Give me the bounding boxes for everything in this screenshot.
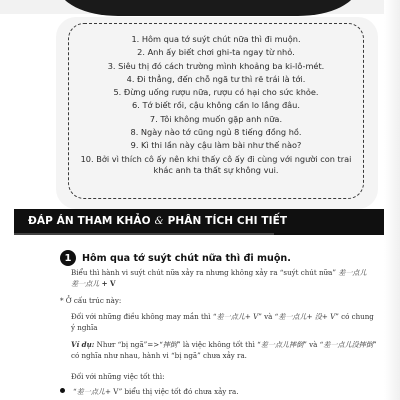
list-item: 3. Siêu thị đó cách trường mình khoảng ba ki-lô-mét. [107,60,325,71]
list-item: 8. Ngày nào tớ cũng ngủ 8 tiếng đồng hồ. [130,127,302,138]
bullet-item: “差一点儿+ V” biểu thị việc tốt đó chưa xảy ra. [60,387,380,398]
structure-note: * Ở cấu trúc này: [60,296,122,305]
section-title: ĐÁP ÁN THAM KHẢO & PHÂN TÍCH CHI TIẾT [28,215,288,227]
list-item: 2. Anh ấy biết chơi ghi-ta ngay từ nhỏ. [137,47,295,58]
page-edge [384,0,400,400]
banner-stripe [14,233,274,235]
list-item: 10. Bởi vì thích cô ấy nên khi thấy cô ấy đi cùng với người con trai khác anh ta thất sự không vui. [80,153,352,175]
example-paragraph: Ví dụ: Nhưr “bị ngã”=>“摔倒” là việc không tốt thì “差一点儿摔倒” và “差一点儿没摔倒” có nghĩa như nhau, hành vi “bị ngã” chưa xảy ra. [71,340,377,360]
explanation-paragraph: Đối với những việc tốt thì: [71,372,165,381]
section-banner [14,209,384,235]
question-text: Hôm qua tớ suýt chút nữa thì đi muộn. [82,252,291,264]
explanation-paragraph: Đối với những điều không may mắn thì “差一点儿+ V” và “差一点儿+ 没+ V” có chung ý nghĩa [71,312,374,332]
list-item: 7. Tôi không muốn gặp anh nữa. [149,113,283,124]
list-item: 6. Tớ biết rồi, cậu không cần lo lắng đâu. [132,100,300,111]
list-item: 9. Kì thi lần này cậu làm bài như thế nào? [130,140,302,151]
bullet-icon [60,388,65,393]
example-sentence-list [72,33,360,176]
question-number-badge: 1 [60,250,76,266]
list-item: 4. Đi thẳng, đến chỗ ngã tư thì rẽ trái là tới. [126,73,306,84]
list-item: 1. Hôm qua tớ suýt chút nữa thì đi muộn. [131,34,301,44]
list-item: 5. Đừng uống rượu nữa, rượu có hại cho sức khỏe. [113,87,319,98]
explanation-paragraph: Biểu thì hành vi suýt chút nữa xảy ra nhưng không xảy ra “suýt chút nữa” 差一点儿 差一点儿 + V [71,268,367,288]
question-heading [60,250,291,266]
header-decoration [58,0,358,16]
